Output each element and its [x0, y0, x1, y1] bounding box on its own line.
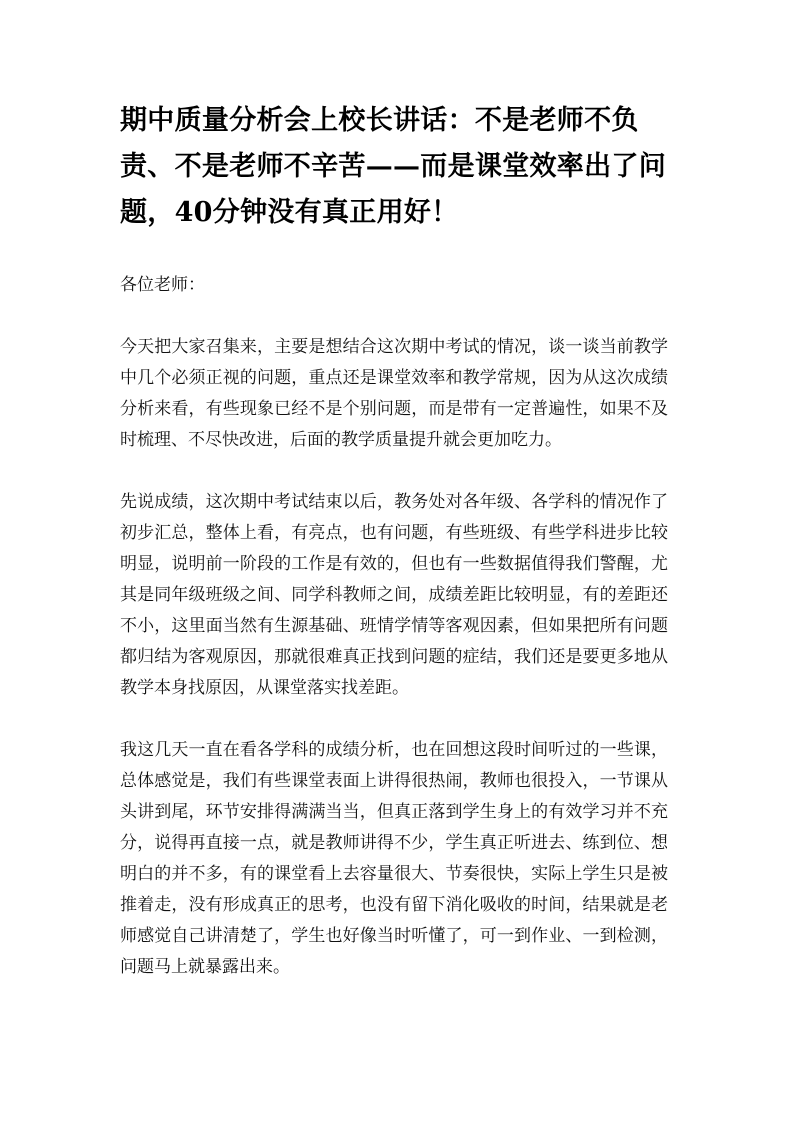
document-body: [120, 270, 668, 1014]
document-title: 期中质量分析会上校长讲话：不是老师不负责、不是老师不辛苦——而是课堂效率出了问题，40分钟没有真正用好！: [120, 105, 666, 228]
paragraph-2: 先说成绩，这次期中考试结束以后，教务处对各年级、各学科的情况作了初步汇总，整体上看，有亮点，也有问题，有些班级、有些学科进步比较明显，说明前一阶段的工作是有效的，但也有一些数据值得我们警醒，尤其是同年级班级之间、同学科教师之间，成绩差距比较明显，有的差距还不小，这里面当然有生源基础、班情学情等客观因素，但如果把所有问题都归结为客观原因，那就很难真正找到问题的症结，我们还是要更多地从教学本身找原因，从课堂落实找差距。: [120, 492, 668, 698]
paragraph-1: 今天把大家召集来，主要是想结合这次期中考试的情况，谈一谈当前教学中几个必须正视的问题，重点还是课堂效率和教学常规，因为从这次成绩分析来看，有些现象已经不是个别问题，而是带有一定普遍性，如果不及时梳理、不尽快改进，后面的教学质量提升就会更加吃力。: [120, 337, 668, 450]
paragraph-3: 我这几天一直在看各学科的成绩分析，也在回想这段时间听过的一些课，总体感觉是，我们有些课堂表面上讲得很热闹，教师也很投入，一节课从头讲到尾，环节安排得满满当当，但真正落到学生身上的有效学习并不充分，说得再直接一点，就是教师讲得不少，学生真正听进去、练到位、想明白的并不多，有的课堂看上去容量很大、节奏很快，实际上学生只是被推着走，没有形成真正的思考，也没有留下消化吸收的时间，结果就是老师感觉自己讲清楚了，学生也好像当时听懂了，可一到作业、一到检测，问题马上就暴露出来。: [120, 740, 668, 977]
salutation: 各位老师：: [120, 275, 205, 295]
